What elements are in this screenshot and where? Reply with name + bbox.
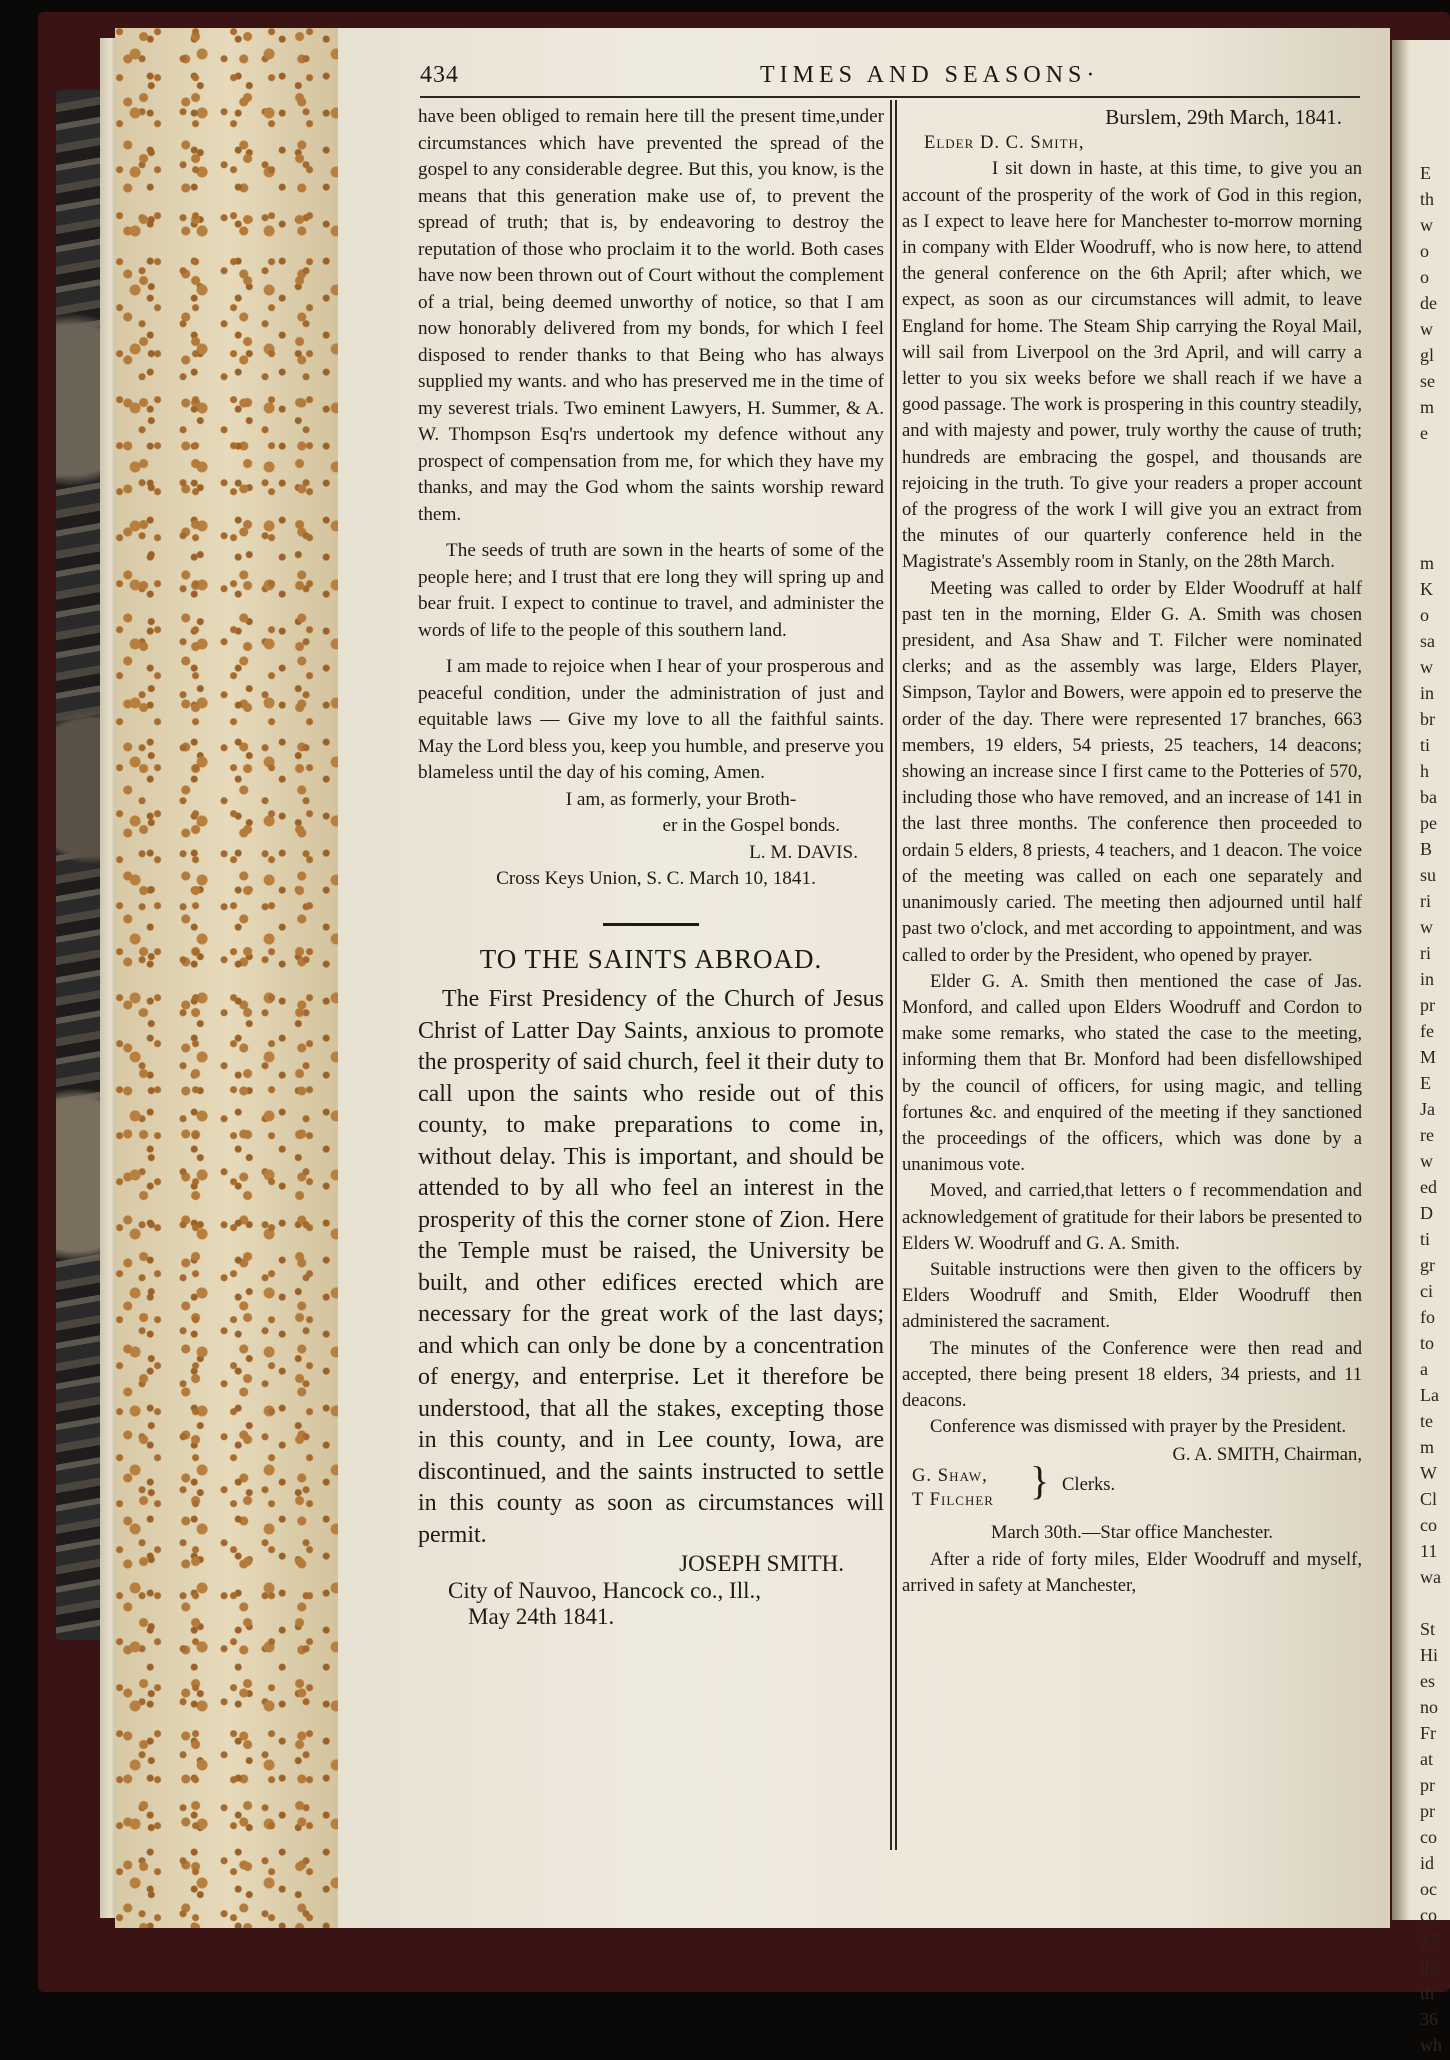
next-page-fragment: ti — [1420, 735, 1431, 755]
next-page-fragment: th — [1420, 189, 1435, 209]
next-page-fragment: W — [1420, 1463, 1437, 1483]
next-page-fragment: w — [1420, 657, 1433, 677]
next-page-fragment: a — [1420, 1359, 1428, 1379]
next-page-fragment: te — [1420, 1411, 1433, 1431]
next-page-fragment: m — [1420, 1437, 1435, 1457]
next-page-fragment: Cl — [1420, 1489, 1438, 1509]
next-page-fragment: wa — [1420, 1567, 1441, 1587]
minutes-paragraph: Moved, and carried,that letters o f recommendation and acknowledgement of gratitude for their labors be presented to Elders W. Woodruff and G. A. Smith. — [902, 1180, 1362, 1254]
column-rule — [890, 100, 892, 1850]
right-column — [902, 104, 1362, 1599]
next-page-fragment: ti — [1420, 1229, 1431, 1249]
next-page-fragment: to — [1420, 1333, 1435, 1353]
article-paragraph: The First Presidency of the Church of Jesus Christ of Latter Day Saints, anxious to promote the prosperity of said church, feel it their duty to call upon the saints who reside out of this county, to make preparations to come in, without delay. This is important, and should be attended to by all who feel an interest in the prosperity of this the corner stone of Zion. Here the Temple must be raised, the University be built, and other edifices erected which are necessary for the great work of the last days; and which can only be done by a concentration of energy, and enterprise. Let it therefore be understood, that all the stakes, excepting those in this county, and in Lee county, Iowa, are discontinued, and the saints instructed to settle in this county as soon as circumstances will permit. — [418, 986, 884, 1548]
minutes-paragraph: Elder G. A. Smith then mentioned the case of Jas. Monford, and called upon Elders Woodruff and Cordon to make some remarks, who stated the case to the meeting, informing them that Br. Monford had been disfellowshiped by the council of officers, for using magic, and telling fortunes &c. and enquired of the meeting if they sanctioned the proceedings of the officers, which was done by a unanimous vote. — [902, 970, 1362, 1176]
next-page-fragment: th — [1420, 1957, 1435, 1977]
next-page-fragment: B — [1420, 839, 1433, 859]
next-page-fragment: La — [1420, 1385, 1439, 1405]
next-page-fragment: fe — [1420, 1021, 1434, 1041]
next-page-fragment: E — [1420, 1073, 1431, 1093]
next-page-fragment: w — [1420, 917, 1433, 937]
next-page-fragment: w — [1420, 319, 1433, 339]
next-page-fragment: o — [1420, 267, 1429, 287]
next-page-fragment: ri — [1420, 943, 1431, 963]
minutes-paragraph: Suitable instructions were then given to the officers by Elders Woodruff and Smith, Elder Woodruff then administered the sacrament. — [902, 1258, 1362, 1333]
minutes-paragraph: Meeting was called to order by Elder Woodruff at half past ten in the morning, Elder G. A. Smith was chosen president, and Asa Shaw and T. Filcher were nominated clerks; and as the assembly was large, Elders Player, Simpson, Taylor and Bowers, were appoin ed to preserve the order of the day. There were represented 17 branches, 663 members, 19 elders, 54 priests, 25 teachers, 14 deacons; showing an increase since I first came to the Potteries of 570, including those who have removed, and an increase of 141 in the last three months. The conference then proceeded to ordain 5 elders, 8 priests, 4 teachers, and 1 deacon. The voice of the meeting was called on each one separately and unanimously caried. The meeting then adjourned until half past two o'clock, and met according to appointment, and was called to order by the President, who opened by prayer. — [902, 577, 1362, 966]
next-page-fragment: 11 — [1420, 1541, 1438, 1561]
next-page-fragment: co — [1420, 1905, 1437, 1925]
minutes-signatures — [902, 1442, 1362, 1511]
next-page-fragment: su — [1420, 865, 1437, 885]
letter-paragraph: I am made to rejoice when I hear of your prosperous and peaceful condition, under the administration of just and equitable laws — Give my love to all the faithful saints. May the Lord bless you, keep you humble, and preserve you blameless until the day of his coming, Amen. — [418, 656, 884, 783]
header-rule — [420, 96, 1360, 98]
letter-signature: L. M. DAVIS. — [749, 841, 858, 863]
next-page-fragment: pr — [1420, 1801, 1435, 1821]
next-page-fragment: pr — [1420, 1775, 1435, 1795]
next-page-fragment: ed — [1420, 1177, 1437, 1197]
article-title: TO THE SAINTS ABROAD. — [479, 943, 823, 974]
next-page-fragment: o — [1420, 241, 1429, 261]
next-page-fragment: h — [1420, 761, 1429, 781]
next-page-fragment: e — [1420, 423, 1428, 443]
letter-dateline: Burslem, 29th March, 1841. — [1105, 105, 1342, 129]
clerks-names — [912, 1464, 994, 1512]
letter-paragraph: I sit down in haste, at this time, to give you an account of the prosperity of the work of God in this region, as I expect to leave here for Manchester to-morrow morning in company with Elder Woodruff, who is now here, to attend the general conference on the 6th April; after which, we expect, as soon as our circumstances will admit, to leave England for home. The Steam Ship carrying the Royal Mail, will sail from Liverpool on the 3rd April, and will carry a letter to you six weeks before we shall reach if we have a good passage. The work is prospering in this country steadily, and with majesty and power, truly worthy the cause of truth; hundreds are embracing the gospel, and thousands are rejoicing in the truth. To give your readers a proper account of the progress of the work I will give you an extract from the minutes of our quarterly conference held in the Magistrate's Assembly room in Stanly, on the 28th March. — [902, 158, 1362, 573]
next-page-fragment: oc — [1420, 1879, 1437, 1899]
article-date: May 24th 1841. — [468, 1604, 615, 1629]
section-divider — [603, 923, 699, 926]
next-page-fragment: id — [1420, 1853, 1435, 1873]
next-page-fragment: es — [1420, 1671, 1435, 1691]
next-page-fragment: pr — [1420, 995, 1435, 1015]
minutes-paragraph: Conference was dismissed with prayer by the President. — [930, 1416, 1347, 1438]
next-page-fragment: co — [1420, 1515, 1437, 1535]
next-page-fragment: St — [1420, 1619, 1436, 1639]
next-page-fragment: re — [1420, 1125, 1434, 1145]
foxed-page-margin — [115, 28, 343, 1928]
brace-glyph: } — [1030, 1458, 1050, 1504]
column-rule-2 — [895, 100, 897, 1850]
next-page-fragment: Ja — [1420, 1099, 1435, 1119]
next-page-fragment: gr — [1420, 1255, 1435, 1275]
letter-paragraph: The seeds of truth are sown in the hearts of some of the people here; and I trust that ere long they will spring up and bear fruit. I expect to continue to travel, and administer the words of life to the people of this southern land. — [418, 540, 884, 641]
article-body — [418, 984, 884, 1551]
final-paragraph: After a ride of forty miles, Elder Woodruff and myself, arrived in safety at Manchester, — [902, 1548, 1362, 1596]
letter-salutation: Elder D. C. Smith, — [924, 132, 1085, 154]
clerk-name: G. Shaw, — [912, 1465, 988, 1487]
next-page-fragment: sa — [1420, 631, 1435, 651]
page-number: 434 — [420, 62, 459, 88]
next-page-fragment: o — [1420, 605, 1429, 625]
next-page-fragment: se — [1420, 371, 1435, 391]
next-page-fragment: w — [1420, 1151, 1433, 1171]
next-page-fragment: in — [1420, 969, 1435, 989]
next-page-fragment: in — [1420, 683, 1435, 703]
next-page-fragment: br — [1420, 709, 1435, 729]
clerk-name: T Filcher — [912, 1489, 994, 1511]
minutes-paragraph: The minutes of the Conference were then read and accepted, there being present 18 elders, 34 priests, and 11 deacons. — [902, 1337, 1362, 1411]
next-page-fragment: at — [1420, 1749, 1433, 1769]
office-line: March 30th.—Star office Manchester. — [990, 1522, 1274, 1544]
next-page-fragment: Hi — [1420, 1645, 1438, 1665]
next-page-fragment: w — [1420, 215, 1433, 235]
running-title: TIMES AND SEASONS· — [760, 62, 1100, 88]
next-page-fragment: m — [1420, 553, 1435, 573]
next-page-fragment: M — [1420, 1047, 1437, 1067]
next-page-fragment: ci — [1420, 1281, 1433, 1301]
clerks-label: Clerks. — [1062, 1474, 1116, 1496]
next-page-fragment: ri — [1420, 891, 1431, 911]
next-page-fragment: wh — [1420, 2035, 1442, 2055]
next-page-fragment: de — [1420, 293, 1437, 313]
next-page-fragment: ba — [1420, 787, 1437, 807]
chairman-signature: G. A. SMITH, Chairman, — [1172, 1444, 1362, 1466]
next-page-fragment: co — [1420, 1827, 1437, 1847]
next-page-fragment: E — [1420, 163, 1431, 183]
next-page-fragment: K — [1420, 579, 1433, 599]
next-page-fragment: 27 — [1420, 1931, 1438, 1951]
letter-paragraph: have been obliged to remain here till the present time,under circumstances which have prevented the spread of the gospel to any considerable degree. But this, you know, is the means that this generation make use of, to prevent the spread of truth; that is, by endeavoring to destroy the reputation of those who proclaim it to the world. Both cases have now been thrown out of Court without the complement of a trial, being deemed unworthy of notice, so that I am now honorably delivered from my bonds, for which I feel disposed to render thanks to that Being who has always supplied my wants. and who has preserved me in the time of my severest trials. Two eminent Lawyers, H. Summer, & A. W. Thompson Esq'rs undertook my defence without any prospect of compensation from me, for which they have my thanks, and may the God whom the saints worship reward them. — [418, 106, 884, 525]
article-place: City of Nauvoo, Hancock co., Ill., — [448, 1577, 761, 1603]
next-page-fragment: gl — [1420, 345, 1435, 365]
letter-closing-2: er in the Gospel bonds. — [662, 815, 840, 836]
article-signature: JOSEPH SMITH. — [679, 1551, 844, 1576]
letter-closing: I am, as formerly, your Broth- — [565, 788, 797, 810]
letter-place-date: Cross Keys Union, S. C. March 10, 1841. — [496, 868, 816, 889]
next-page-edge — [1392, 40, 1450, 2055]
next-page-fragment: D — [1420, 1203, 1433, 1223]
left-column — [418, 104, 884, 1631]
next-page-fragment: pe — [1420, 813, 1437, 833]
next-page-fragment: fo — [1420, 1307, 1435, 1327]
next-page-fragment: 36 — [1420, 2009, 1438, 2029]
next-page-fragment: no — [1420, 1697, 1438, 1717]
next-page-fragment: th — [1420, 1983, 1435, 2003]
next-page-fragment: m — [1420, 397, 1435, 417]
next-page-fragment: Fr — [1420, 1723, 1437, 1743]
page-header — [420, 62, 1360, 96]
